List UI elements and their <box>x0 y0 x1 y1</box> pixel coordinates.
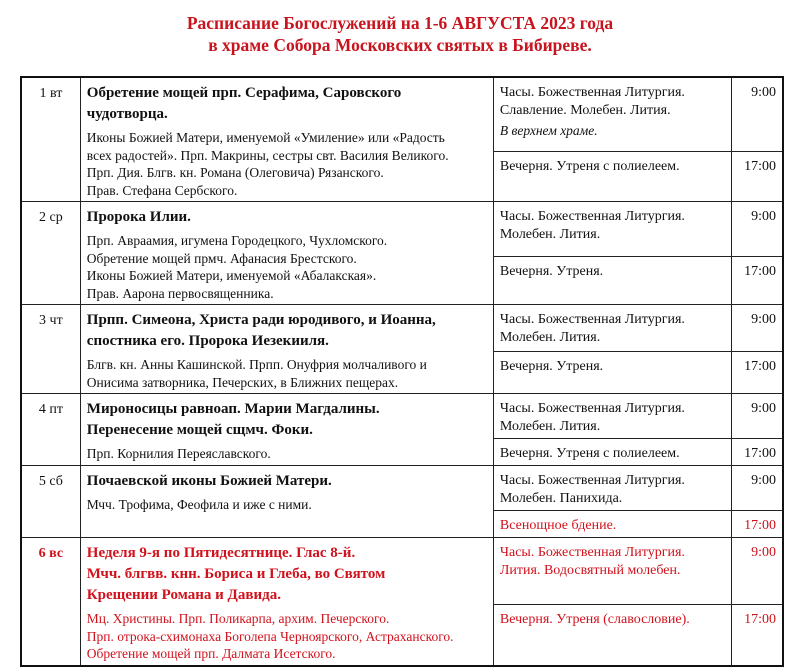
service-time: 17:00 <box>732 352 783 394</box>
service-cell <box>493 394 731 439</box>
service-line: Часы. Божественная Литургия. <box>499 401 685 416</box>
service-cell <box>493 604 731 665</box>
feast-title <box>87 83 487 125</box>
service-cell <box>493 256 731 304</box>
day-date: 5 сб <box>21 466 80 538</box>
saints-line: Иконы Божией Матери, именуемой «Умиление» или «Радость <box>86 130 445 145</box>
service-line: Лития. Водосвятный молебен. <box>499 563 681 578</box>
saints-line: Онисима затворника, Печерских, в Ближних пещерах. <box>86 374 399 390</box>
saints-line: Прп. Авраамия, игумена Городецкого, Чухломского. <box>86 233 388 248</box>
feast-line: Мироносицы равноап. Марии Магдалины. <box>86 401 380 417</box>
service-line: Вечерня. Утреня. <box>499 263 604 279</box>
feast-title <box>87 471 487 492</box>
service-cell <box>493 439 731 466</box>
table-row <box>21 77 783 151</box>
service-time: 9:00 <box>732 202 783 257</box>
saints-line: всех радостей». Прп. Макрины, сестры свт. Василия Великого. <box>86 147 449 163</box>
feast-line: Неделя 9-я по Пятидесятнице. Глас 8-й. <box>86 545 356 561</box>
service-line: Молебен. Лития. <box>499 330 601 345</box>
service-cell <box>493 202 731 257</box>
service-time: 9:00 <box>732 538 783 605</box>
feast-line: Почаевской иконы Божией Матери. <box>86 473 332 489</box>
saints-line: Прп. отрока-схимонаха Боголепа Черноярского, Астраханского. <box>86 628 454 644</box>
title-line-1: Расписание Богослужений на 1-6 АВГУСТА 2023 года <box>186 13 614 33</box>
service-line: Вечерня. Утреня с полиелеем. <box>499 158 680 174</box>
service-line: Часы. Божественная Литургия. <box>499 545 685 560</box>
service-line: Всенощное бдение. <box>499 518 617 533</box>
service-time: 9:00 <box>732 305 783 352</box>
service-cell <box>493 352 731 394</box>
table-row <box>21 202 783 257</box>
feast-line: Крещении Романа и Давида. <box>86 587 281 603</box>
service-cell <box>493 466 731 511</box>
saints-line: Прп. Корнилия Переяславского. <box>86 446 271 461</box>
feast-line: Обретение мощей прп. Серафима, Саровского <box>86 85 402 101</box>
table-row <box>21 538 783 605</box>
feast-line: Прпп. Симеона, Христа ради юродивого, и Иоанна, <box>86 312 436 328</box>
saints-line: Прав. Стефана Сербского. <box>86 182 238 198</box>
table-row <box>21 394 783 439</box>
service-line: Славление. Молебен. Лития. <box>499 103 671 118</box>
service-note: В верхнем храме. <box>499 123 598 138</box>
service-time: 17:00 <box>732 256 783 304</box>
feast-cell <box>80 202 493 305</box>
service-cell <box>493 151 731 201</box>
title-line-2: в храме Собора Московских святых в Бибиреве. <box>208 35 592 55</box>
saints-line: Прп. Дия. Блгв. кн. Романа (Олеговича) Рязанского. <box>86 165 384 180</box>
saints-line: Мц. Христины. Прп. Поликарпа, архим. Печерского. <box>86 611 390 626</box>
feast-title <box>87 399 487 441</box>
service-line: Вечерня. Утреня. <box>499 359 604 375</box>
day-date: 4 пт <box>21 394 80 466</box>
feast-title <box>87 207 487 228</box>
saints-line: Иконы Божией Матери, именуемой «Абалакская». <box>86 268 377 283</box>
service-line: Часы. Божественная Литургия. <box>499 312 685 327</box>
service-cell <box>493 538 731 605</box>
schedule-table <box>20 76 784 667</box>
service-line: Вечерня. Утреня (славословие). <box>499 611 690 627</box>
schedule-title <box>0 12 800 56</box>
feast-cell <box>80 538 493 666</box>
service-line: Часы. Божественная Литургия. <box>499 473 685 488</box>
service-time: 17:00 <box>732 511 783 538</box>
service-time: 17:00 <box>732 604 783 665</box>
service-cell <box>493 77 731 151</box>
feast-cell <box>80 305 493 394</box>
feast-line: Перенесение мощей сщмч. Фоки. <box>86 422 313 438</box>
feast-line: спостника его. Пророка Иезекииля. <box>86 333 329 349</box>
feast-line: Пророка Илии. <box>86 209 191 225</box>
service-time: 9:00 <box>732 394 783 439</box>
service-time: 17:00 <box>732 151 783 201</box>
feast-title <box>87 310 487 352</box>
saints-line: Обретение мощей прмч. Афанасия Брестского. <box>86 250 357 266</box>
feast-line: Мчч. блгвв. кнн. Бориса и Глеба, во Святом <box>86 566 386 582</box>
feast-line: чудотворца. <box>86 106 168 122</box>
service-cell <box>493 511 731 538</box>
service-line: Часы. Божественная Литургия. <box>499 85 685 100</box>
saints-line: Прав. Аарона первосвященника. <box>86 285 274 301</box>
table-row <box>21 305 783 352</box>
service-cell <box>493 305 731 352</box>
service-line: Молебен. Лития. <box>499 227 601 242</box>
day-date: 6 вс <box>21 538 80 666</box>
saints-line: Обретение мощей прп. Далмата Исетского. <box>86 646 336 661</box>
service-line: Вечерня. Утреня с полиелеем. <box>499 446 680 461</box>
day-date: 3 чт <box>21 305 80 394</box>
day-date: 1 вт <box>21 77 80 202</box>
feast-title <box>87 543 487 606</box>
service-line: Молебен. Лития. <box>499 419 601 434</box>
feast-cell <box>80 394 493 466</box>
service-time: 17:00 <box>732 439 783 466</box>
service-time: 9:00 <box>732 466 783 511</box>
saints-line: Мчч. Трофима, Феофила и иже с ними. <box>86 497 312 512</box>
table-row <box>21 466 783 511</box>
feast-cell <box>80 466 493 538</box>
day-date: 2 ср <box>21 202 80 305</box>
service-line: Молебен. Панихида. <box>499 491 623 506</box>
service-time: 9:00 <box>732 77 783 151</box>
feast-cell <box>80 77 493 202</box>
saints-line: Блгв. кн. Анны Кашинской. Прпп. Онуфрия молчаливого и <box>86 357 427 372</box>
service-line: Часы. Божественная Литургия. <box>499 209 685 224</box>
